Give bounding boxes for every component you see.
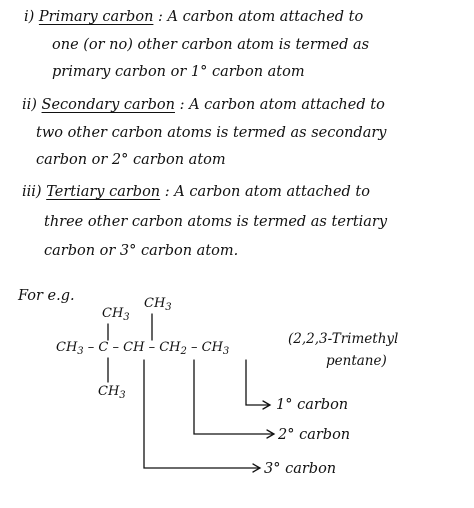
term-tertiary: Tertiary carbon (46, 184, 161, 200)
definition-line: carbon or 3° carbon atom. (44, 243, 239, 259)
main-chain: $CH_3$ – C – CH – $CH_2 - CH_3$ (56, 340, 230, 357)
arrow-primary (246, 360, 268, 405)
term-secondary: Secondary carbon (41, 97, 175, 113)
substituent-top-left: $CH_3$ (102, 306, 130, 323)
term-primary: Primary carbon (38, 9, 154, 25)
definition-line: one (or no) other carbon atom is termed as (52, 37, 370, 53)
definition-line: carbon or 2° carbon atom (36, 152, 226, 168)
item-marker: i) (24, 9, 35, 25)
definition-line: : A carbon atom attached to (164, 184, 370, 200)
compound-name: pentane) (326, 353, 387, 369)
definition-line: : A carbon atom attached to (158, 9, 364, 25)
annotation-tertiary: 3° carbon (264, 461, 337, 477)
item-marker: iii) (22, 184, 42, 200)
substituent-bottom: $CH_3$ (98, 384, 126, 401)
definition-line: three other carbon atoms is termed as tertiary (44, 214, 388, 230)
item-marker: ii) (22, 97, 37, 113)
definition-line: : A carbon atom attached to (179, 97, 385, 113)
compound-name: (2,2,3-Trimethyl (288, 331, 399, 347)
arrow-secondary (194, 360, 272, 434)
annotation-secondary: 2° carbon (278, 427, 351, 443)
substituent-top-right: $CH_3$ (144, 296, 172, 313)
arrow-tertiary (144, 360, 258, 468)
definition-line: two other carbon atoms is termed as secondary (36, 125, 387, 141)
example-label: For e.g. (18, 288, 75, 304)
definition-line: primary carbon or 1° carbon atom (52, 64, 305, 80)
annotation-primary: 1° carbon (276, 397, 349, 413)
